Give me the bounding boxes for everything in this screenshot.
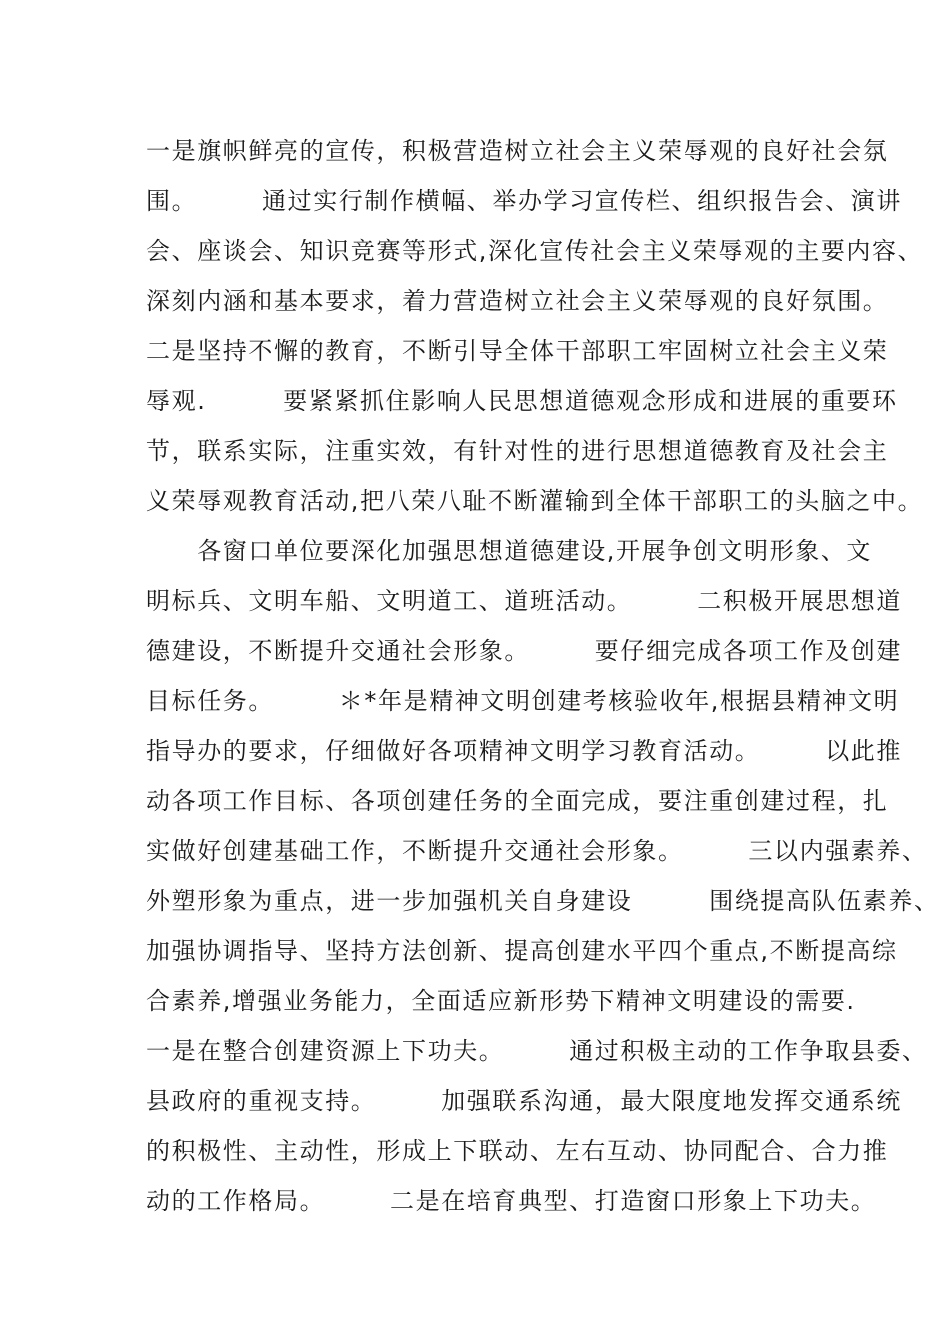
text-line: 辱观. 要紧紧抓住影响人民思想道德观念形成和进展的重要环 <box>146 387 898 415</box>
text-line: 目标任务。 ＊*年是精神文明创建考核验收年,根据县精神文明 <box>146 687 900 715</box>
text-line: 动各项工作目标、各项创建任务的全面完成，要注重创建过程，扎 <box>146 787 889 815</box>
text-line: 加强协调指导、坚持方法创新、提高创建水平四个重点,不断提高综 <box>146 937 898 965</box>
text-line: 指导办的要求，仔细做好各项精神文明学习教育活动。 以此推 <box>146 737 902 765</box>
text-line: 会、座谈会、知识竞赛等形式,深化宣传社会主义荣辱观的主要内容、 <box>146 237 924 265</box>
text-line: 外塑形象为重点，进一步加强机关自身建设 围绕提高队伍素养、 <box>146 887 940 915</box>
text-line: 深刻内涵和基本要求，着力营造树立社会主义荣辱观的良好氛围。 <box>146 287 889 315</box>
text-line: 动的工作格局。 二是在培育典型、打造窗口形象上下功夫。 <box>146 1187 877 1215</box>
text-line: 义荣辱观教育活动,把八荣八耻不断灌输到全体干部职工的头脑之中。 <box>146 487 924 515</box>
text-line: 各窗口单位要深化加强思想道德建设,开展争创文明形象、文 <box>146 537 873 565</box>
text-line: 一是旗帜鲜亮的宣传，积极营造树立社会主义荣辱观的良好社会氛 <box>146 137 889 165</box>
text-line: 县政府的重视支持。 加强联系沟通，最大限度地发挥交通系统 <box>146 1087 902 1115</box>
text-line: 二是坚持不懈的教育，不断引导全体干部职工牢固树立社会主义荣 <box>146 337 889 365</box>
text-line: 合素养,增强业务能力，全面适应新形势下精神文明建设的需要. <box>146 987 856 1015</box>
text-line: 明标兵、文明车船、文明道工、道班活动。 二积极开展思想道 <box>146 587 902 615</box>
text-line: 的积极性、主动性，形成上下联动、左右互动、协同配合、合力推 <box>146 1137 889 1165</box>
text-line: 一是在整合创建资源上下功夫。 通过积极主动的工作争取县委、 <box>146 1037 928 1065</box>
text-line: 实做好创建基础工作，不断提升交通社会形象。 三以内强素养、 <box>146 837 928 865</box>
text-line: 德建设，不断提升交通社会形象。 要仔细完成各项工作及创建 <box>146 637 902 665</box>
text-line: 节，联系实际，注重实效，有针对性的进行思想道德教育及社会主 <box>146 437 889 465</box>
text-line: 围。 通过实行制作横幅、举办学习宣传栏、组织报告会、演讲 <box>146 187 902 215</box>
